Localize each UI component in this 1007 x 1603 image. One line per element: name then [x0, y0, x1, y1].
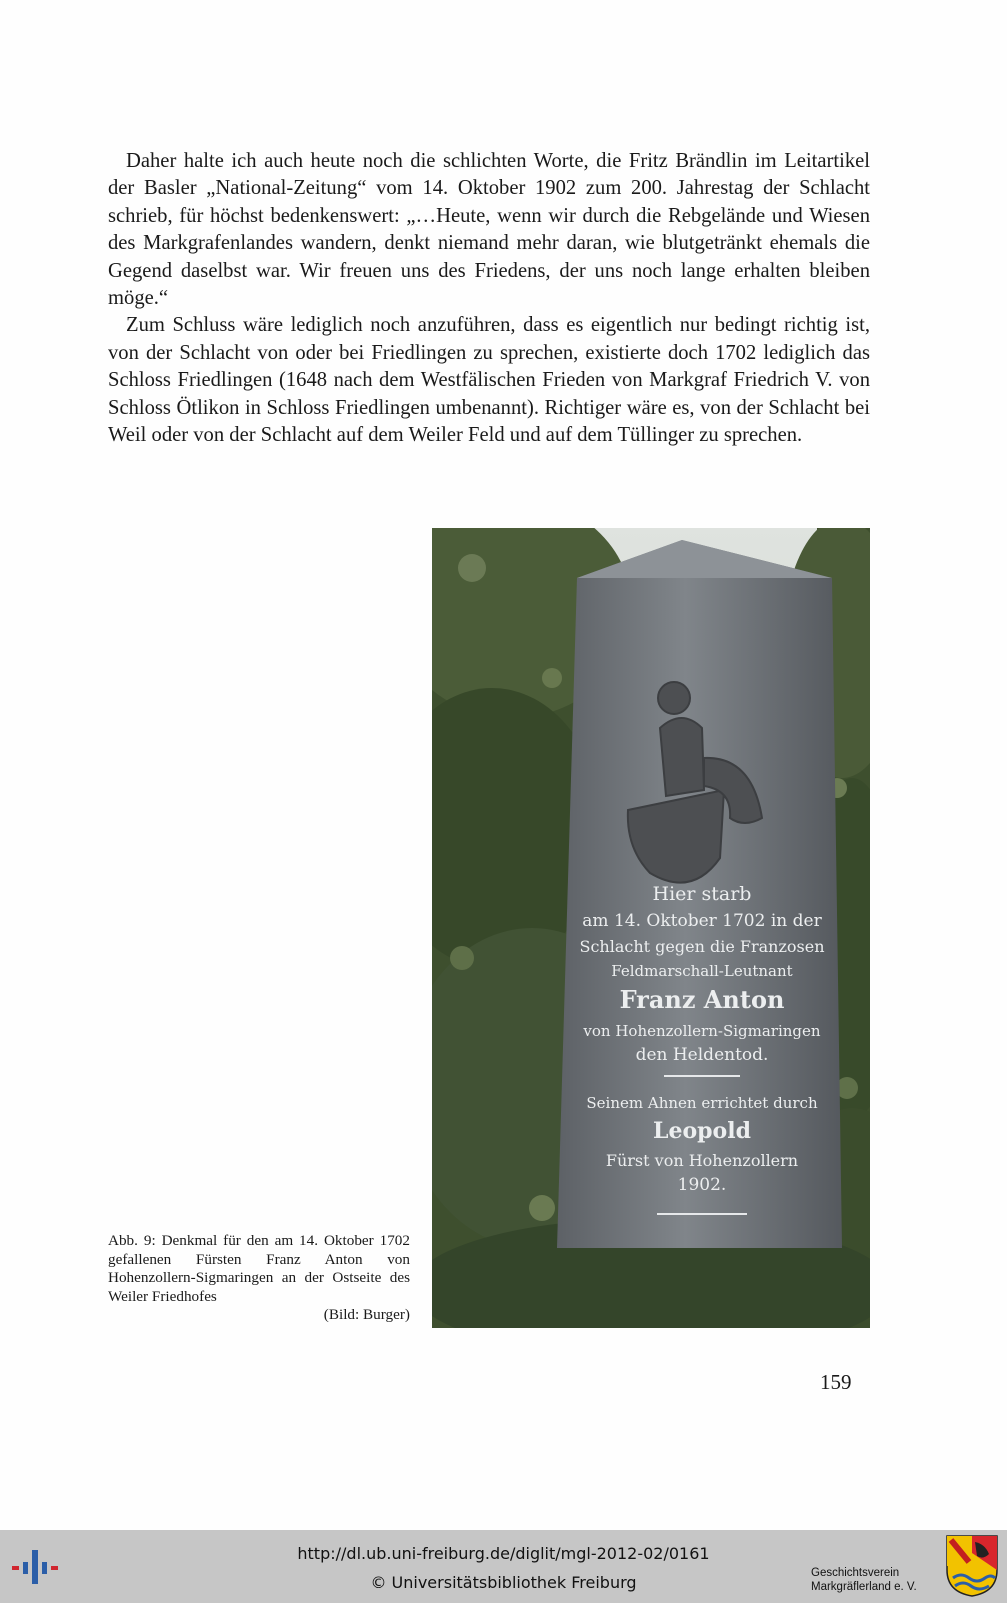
paragraph: Daher halte ich auch heute noch die schlichten Worte, die Fritz Brändlin im Leitartikel der Basler „National-Zeitung“ vom 14. Oktober 1902 zum 200. Jahrestag der Schlacht schrieb, für höchst bedenkenswert: „…Heute, wenn wir durch die Rebgelände und Wiesen des Markgrafenlandes wandern, denkt niemand mehr daran, wie blutgetränkt ehemals die Gegend daselbst war. Wir freuen uns des Friedens, der uns noch lange erhalten bleiben möge.“ [108, 150, 870, 310]
photo-credit: (Bild: Burger) [323, 1306, 410, 1324]
inscription-line: Fürst von Hohenzollern [605, 1151, 799, 1170]
inscription-line: am 14. Oktober 1702 in der [582, 911, 822, 931]
inscription-line: Feldmarschall-Leutnant [611, 962, 793, 980]
footer-bar [0, 1530, 1007, 1603]
document-url[interactable]: http://dl.ub.uni-freiburg.de/diglit/mgl-2012-02/0161 [297, 1544, 710, 1563]
inscription-line: Leopold [653, 1118, 751, 1144]
inscription-line: Schlacht gegen die Franzosen [579, 937, 825, 956]
inscription-line: den Heldentod. [635, 1045, 769, 1065]
society-crest-icon [945, 1534, 999, 1603]
society-line: Markgräflerland e. V. [811, 1581, 917, 1593]
society-line: Geschichtsverein [811, 1567, 900, 1579]
society-name [811, 1566, 917, 1594]
memorial-stone-illustration [432, 528, 870, 1328]
inscription-line: Seinem Ahnen errichtet durch [586, 1094, 818, 1112]
inscription-line: 1902. [677, 1175, 727, 1195]
inscription-line: von Hohenzollern-Sigmaringen [583, 1022, 821, 1040]
inscription-line: Hier starb [652, 883, 752, 905]
figure-caption [108, 1232, 410, 1325]
copyright-notice: © Universitätsbibliothek Freiburg [370, 1573, 637, 1592]
body-text [108, 148, 870, 449]
memorial-photo [432, 528, 870, 1328]
caption-text: Abb. 9: Denkmal für den am 14. Oktober 1702 gefallenen Fürsten Franz Anton von Hohenzollern-Sigmaringen an der Ostseite des Weiler Friedhofes [108, 1232, 410, 1305]
paragraph: Zum Schluss wäre lediglich noch anzuführen, dass es eigentlich nur bedingt richtig ist, von der Schlacht von oder bei Friedlingen zu sprechen, existierte doch 1702 lediglich das Schloss Friedlingen (1648 nach dem Westfälischen Frieden von Markgraf Friedrich V. von Schloss Ötlikon in Schloss Friedlingen umbenannt). Richtiger wäre es, von der Schlacht bei Weil oder von der Schlacht auf dem Weiler Feld und auf dem Tüllinger zu sprechen. [108, 314, 870, 447]
page-number: 159 [820, 1370, 852, 1394]
inscription-line: Franz Anton [619, 985, 785, 1014]
